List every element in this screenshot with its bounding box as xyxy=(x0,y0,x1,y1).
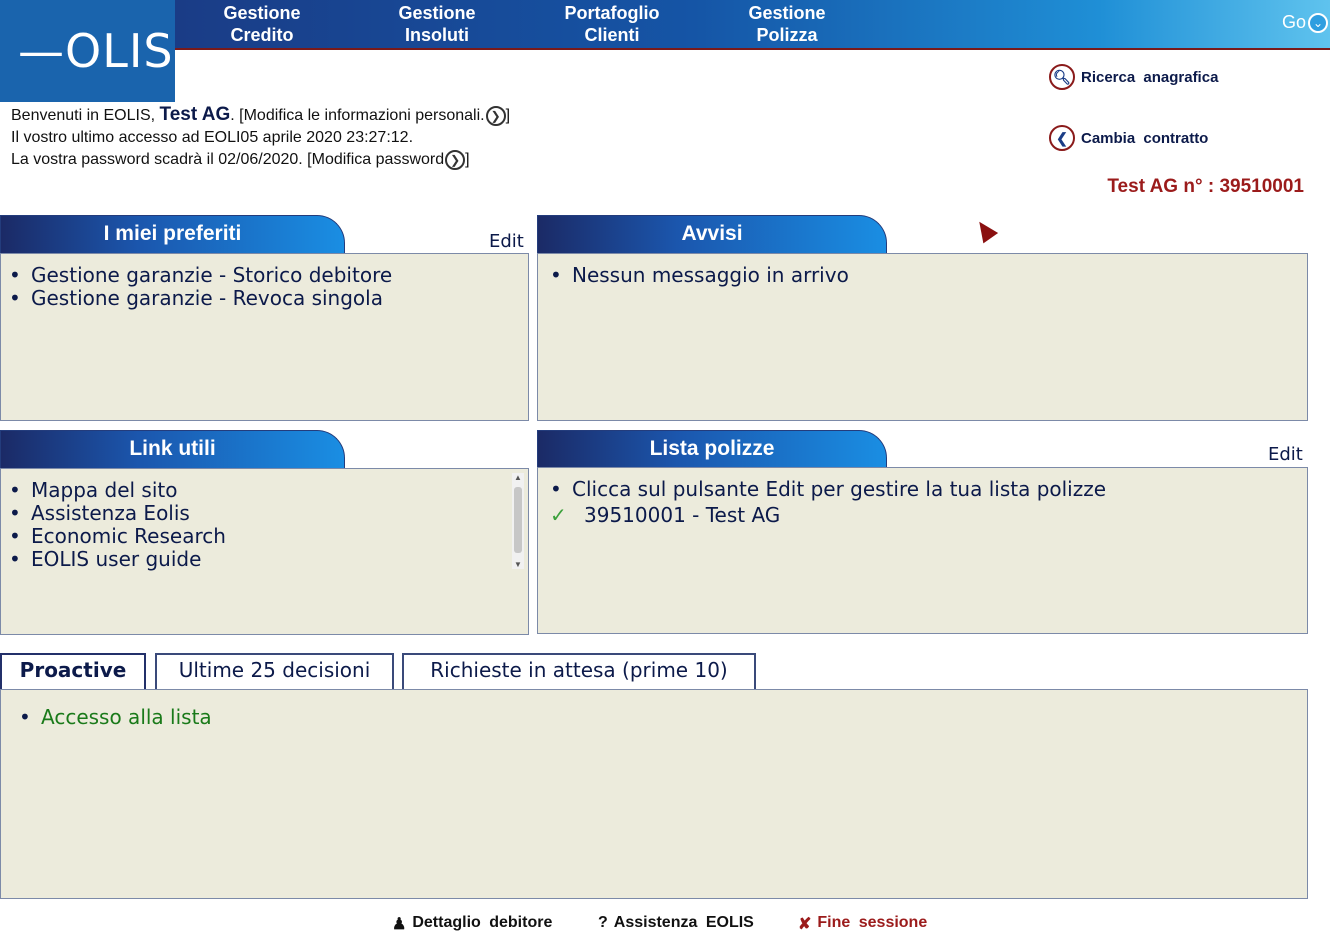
checkmark-icon: ✓ xyxy=(550,503,567,527)
ricerca-anagrafica-link[interactable] xyxy=(1049,64,1218,90)
nav-label-line2: Insoluti xyxy=(405,25,469,45)
bullet-icon: • xyxy=(9,501,21,525)
nav-label-line2: Polizza xyxy=(756,25,818,45)
bullet-icon: • xyxy=(9,263,21,287)
list-item xyxy=(550,478,1307,501)
eolis-logo[interactable]: —OLIS xyxy=(0,0,175,102)
go-button[interactable] xyxy=(1282,12,1328,33)
top-nav-bar xyxy=(175,0,1330,50)
nav-gestione-polizza[interactable] xyxy=(742,2,832,46)
nav-portafoglio-clienti[interactable] xyxy=(557,2,667,46)
scrollbar-thumb[interactable] xyxy=(514,487,522,553)
ricerca-anagrafica-label: Ricerca anagrafica xyxy=(1081,68,1219,86)
bullet-icon: • xyxy=(9,286,21,310)
useful-link[interactable]: Economic Research xyxy=(31,524,226,548)
scroll-down-icon[interactable]: ▼ xyxy=(514,560,522,569)
contract-number: Test AG n° : 39510001 xyxy=(1107,176,1304,197)
user-name: Test AG xyxy=(159,104,231,125)
tab-ultime-decisioni[interactable]: Ultime 25 decisioni xyxy=(155,653,394,689)
bullet-icon: • xyxy=(550,477,562,501)
nav-label-line2: Clienti xyxy=(584,25,640,45)
mouse-cursor-icon xyxy=(972,217,998,244)
nav-label-line1: Gestione xyxy=(223,3,301,23)
welcome-message xyxy=(11,104,510,171)
panel-avvisi xyxy=(537,253,1308,421)
panel-title-avvisi: Avvisi xyxy=(537,215,887,253)
panel-preferiti xyxy=(0,253,529,421)
password-expiry-text[interactable]: La vostra password scadrà il 02/06/2020. [Modifica password xyxy=(11,151,445,168)
bracket-close: ] xyxy=(505,107,511,124)
modify-info-link[interactable]: . [Modifica le informazioni personali. xyxy=(230,107,485,124)
fine-sessione-label: Fine sessione xyxy=(817,914,928,931)
panel-lista-polizze xyxy=(537,467,1308,634)
favorite-link[interactable]: Gestione garanzie - Revoca singola xyxy=(31,286,383,310)
favorite-link[interactable]: Gestione garanzie - Storico debitore xyxy=(31,263,393,287)
edit-polizze-link[interactable]: Edit xyxy=(1268,444,1303,465)
edit-preferiti-link[interactable]: Edit xyxy=(489,231,524,252)
list-item[interactable] xyxy=(9,548,528,571)
bullet-icon: • xyxy=(9,524,21,548)
nav-label-line2: Credito xyxy=(230,25,294,45)
help-icon: ? xyxy=(598,914,608,931)
bullet-icon: • xyxy=(19,705,31,729)
dettaglio-debitore-link[interactable] xyxy=(392,914,552,934)
list-item[interactable] xyxy=(19,706,1307,729)
bullet-icon: • xyxy=(9,547,21,571)
panel-title-link-utili: Link utili xyxy=(0,430,345,468)
list-item[interactable] xyxy=(9,525,528,548)
list-item[interactable] xyxy=(9,479,528,502)
tab-proactive[interactable]: Proactive xyxy=(0,653,146,691)
bullet-icon: • xyxy=(9,478,21,502)
fine-sessione-link[interactable] xyxy=(798,914,927,934)
list-item[interactable] xyxy=(9,502,528,525)
nav-gestione-insoluti[interactable] xyxy=(392,2,482,46)
footer-bar xyxy=(0,914,1330,933)
list-item[interactable] xyxy=(9,287,528,310)
welcome-prefix: Benvenuti in EOLIS, xyxy=(11,107,160,124)
assistenza-eolis-link[interactable] xyxy=(598,914,754,932)
list-item[interactable] xyxy=(9,264,528,287)
magnifier-icon: 🔍︎ xyxy=(1049,64,1075,90)
chevron-left-icon: ❮ xyxy=(1049,125,1075,151)
list-item xyxy=(550,264,1307,287)
dettaglio-debitore-label: Dettaglio debitore xyxy=(412,914,553,931)
useful-link[interactable]: Mappa del sito xyxy=(31,478,178,502)
panel-title-preferiti: I miei preferiti xyxy=(0,215,345,253)
scroll-up-icon[interactable]: ▲ xyxy=(514,473,522,482)
proactive-link[interactable]: Accesso alla lista xyxy=(41,705,212,729)
useful-link[interactable]: Assistenza Eolis xyxy=(31,501,190,525)
list-item[interactable] xyxy=(550,504,1307,527)
tab-content-proactive xyxy=(0,689,1308,899)
arrow-right-circle-icon[interactable]: ❯ xyxy=(486,106,506,126)
go-label: Go xyxy=(1281,12,1306,32)
cambia-contratto-label: Cambia contratto xyxy=(1081,129,1209,147)
person-icon: ♟ xyxy=(392,916,407,933)
tab-richieste-attesa[interactable]: Richieste in attesa (prime 10) xyxy=(402,653,756,689)
panel-title-lista-polizze: Lista polizze xyxy=(537,430,887,468)
arrow-right-circle-icon[interactable]: ❯ xyxy=(445,150,465,170)
bracket-close: ] xyxy=(465,151,470,168)
assistenza-eolis-label: Assistenza EOLIS xyxy=(613,914,754,931)
last-access-text: Il vostro ultimo accesso ad EOLI05 aprile 2020 23:27:12. xyxy=(11,129,414,146)
close-icon: ✘ xyxy=(798,916,812,933)
nav-label-line1: Gestione xyxy=(398,3,476,23)
nav-gestione-credito[interactable] xyxy=(217,2,307,46)
bullet-icon: • xyxy=(550,263,562,287)
links-scrollbar[interactable] xyxy=(512,473,524,569)
policies-hint: Clicca sul pulsante Edit per gestire la tua lista polizze xyxy=(572,477,1107,501)
chevron-down-icon: ⌄ xyxy=(1308,13,1328,33)
policy-item[interactable]: 39510001 - Test AG xyxy=(584,503,781,527)
notice-text: Nessun messaggio in arrivo xyxy=(572,263,849,287)
useful-link[interactable]: EOLIS user guide xyxy=(31,547,202,571)
nav-label-line1: Gestione xyxy=(748,3,826,23)
panel-link-utili xyxy=(0,468,529,635)
nav-label-line1: Portafoglio xyxy=(564,3,660,23)
cambia-contratto-link[interactable] xyxy=(1049,125,1208,151)
